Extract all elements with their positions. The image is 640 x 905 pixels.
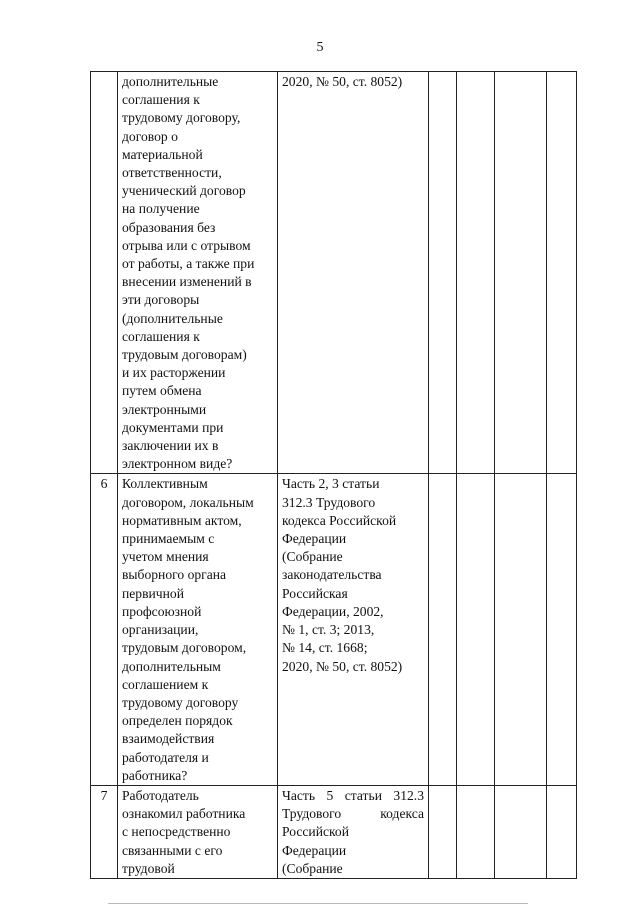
question-line: трудовому договору [122,694,239,710]
legal-line: 2020, № 50, ст. 8052) [282,74,403,89]
legal-line: законодательства [282,567,382,583]
legal-line: 312.3 Трудового [282,494,376,510]
answer-not-applicable-cell [495,785,547,878]
question-line: отрыва или с отрывом [122,237,251,253]
question-line: дополнительные [122,74,219,89]
question-cell [118,474,278,785]
question-line: эти договоры [122,292,200,308]
answer-yes-cell [429,72,457,474]
legal-line: (Собрание [282,549,343,565]
question-line: образования без [122,219,216,235]
question-line: определен порядок [122,713,233,729]
legal-reference-cell [278,474,429,785]
legal-line: Часть 2, 3 статьи [282,476,380,492]
row-number [91,72,118,474]
question-line: внесении изменений в [122,274,252,290]
legal-line: Федерации [282,842,347,858]
question-line: принимаемым с [122,531,215,547]
legal-line: Часть 5 статьи 312.3 [282,787,424,803]
legal-reference-cell [278,72,429,474]
question-line: Работодатель [122,787,199,803]
question-line: ученический договор [122,183,246,199]
legal-reference-cell [278,785,429,878]
legal-line: 2020, № 50, ст. 8052) [282,658,403,674]
scan-edge-line [108,903,528,904]
checklist-table [90,71,577,879]
question-line: соглашения к [122,328,200,344]
legal-line: кодекса Российской [282,512,397,528]
question-line: трудовому договору, [122,110,241,126]
question-line: ознакомил работника [122,806,246,822]
question-line: взаимодействия [122,731,215,747]
table-row [91,474,577,785]
question-line: договор о [122,128,178,144]
question-line: связанными с его [122,842,223,858]
answer-yes-cell [429,474,457,785]
question-line: выборного органа [122,567,227,583]
legal-line: Федерации, 2002, [282,603,384,619]
legal-line: Российской [282,824,349,840]
question-line: профсоюзной [122,603,202,619]
answer-not-applicable-cell [495,72,547,474]
table-row [91,72,577,474]
answer-yes-cell [429,785,457,878]
question-line: Коллективным [122,476,208,492]
question-line: электронными [122,401,207,417]
question-line: документами при [122,419,224,435]
page-number: 5 [316,40,324,55]
question-cell [118,785,278,878]
answer-no-cell [457,785,495,878]
legal-line: № 1, ст. 3; 2013, [282,622,375,638]
question-line: организации, [122,622,199,638]
question-line: договором, локальным [122,494,254,510]
question-line: материальной [122,146,203,162]
question-line: заключении их в [122,438,219,454]
question-line: соглашения к [122,92,200,108]
row-number: 7 [91,785,118,878]
question-line: электронном виде? [122,456,233,472]
legal-line: Трудового кодекса [282,806,424,822]
answer-no-cell [457,72,495,474]
note-cell [547,72,577,474]
question-line: путем обмена [122,383,202,399]
question-line: работника? [122,767,188,783]
legal-line: Федерации [282,531,347,547]
table-row [91,785,577,878]
question-cell [118,72,278,474]
question-line: на получение [122,201,200,217]
question-line: трудовым договором, [122,640,247,656]
question-line: трудовой [122,860,175,876]
question-line: соглашением к [122,676,209,692]
legal-line: Российская [282,585,348,601]
question-line: дополнительным [122,658,221,674]
question-line: учетом мнения [122,549,209,565]
question-line: трудовым договорам) [122,347,247,363]
question-line: нормативным актом, [122,512,242,528]
note-cell [547,785,577,878]
legal-line: (Собрание [282,860,343,876]
question-line: работодателя и [122,749,209,765]
question-line: первичной [122,585,184,601]
question-line: от работы, а также при [122,256,255,272]
answer-no-cell [457,474,495,785]
question-line: с непосредственно [122,824,231,840]
question-line: и их расторжении [122,365,226,381]
question-line: ответственности, [122,165,222,181]
answer-not-applicable-cell [495,474,547,785]
question-line: (дополнительные [122,310,223,326]
row-number: 6 [91,474,118,785]
legal-line: № 14, ст. 1668; [282,640,368,656]
note-cell [547,474,577,785]
